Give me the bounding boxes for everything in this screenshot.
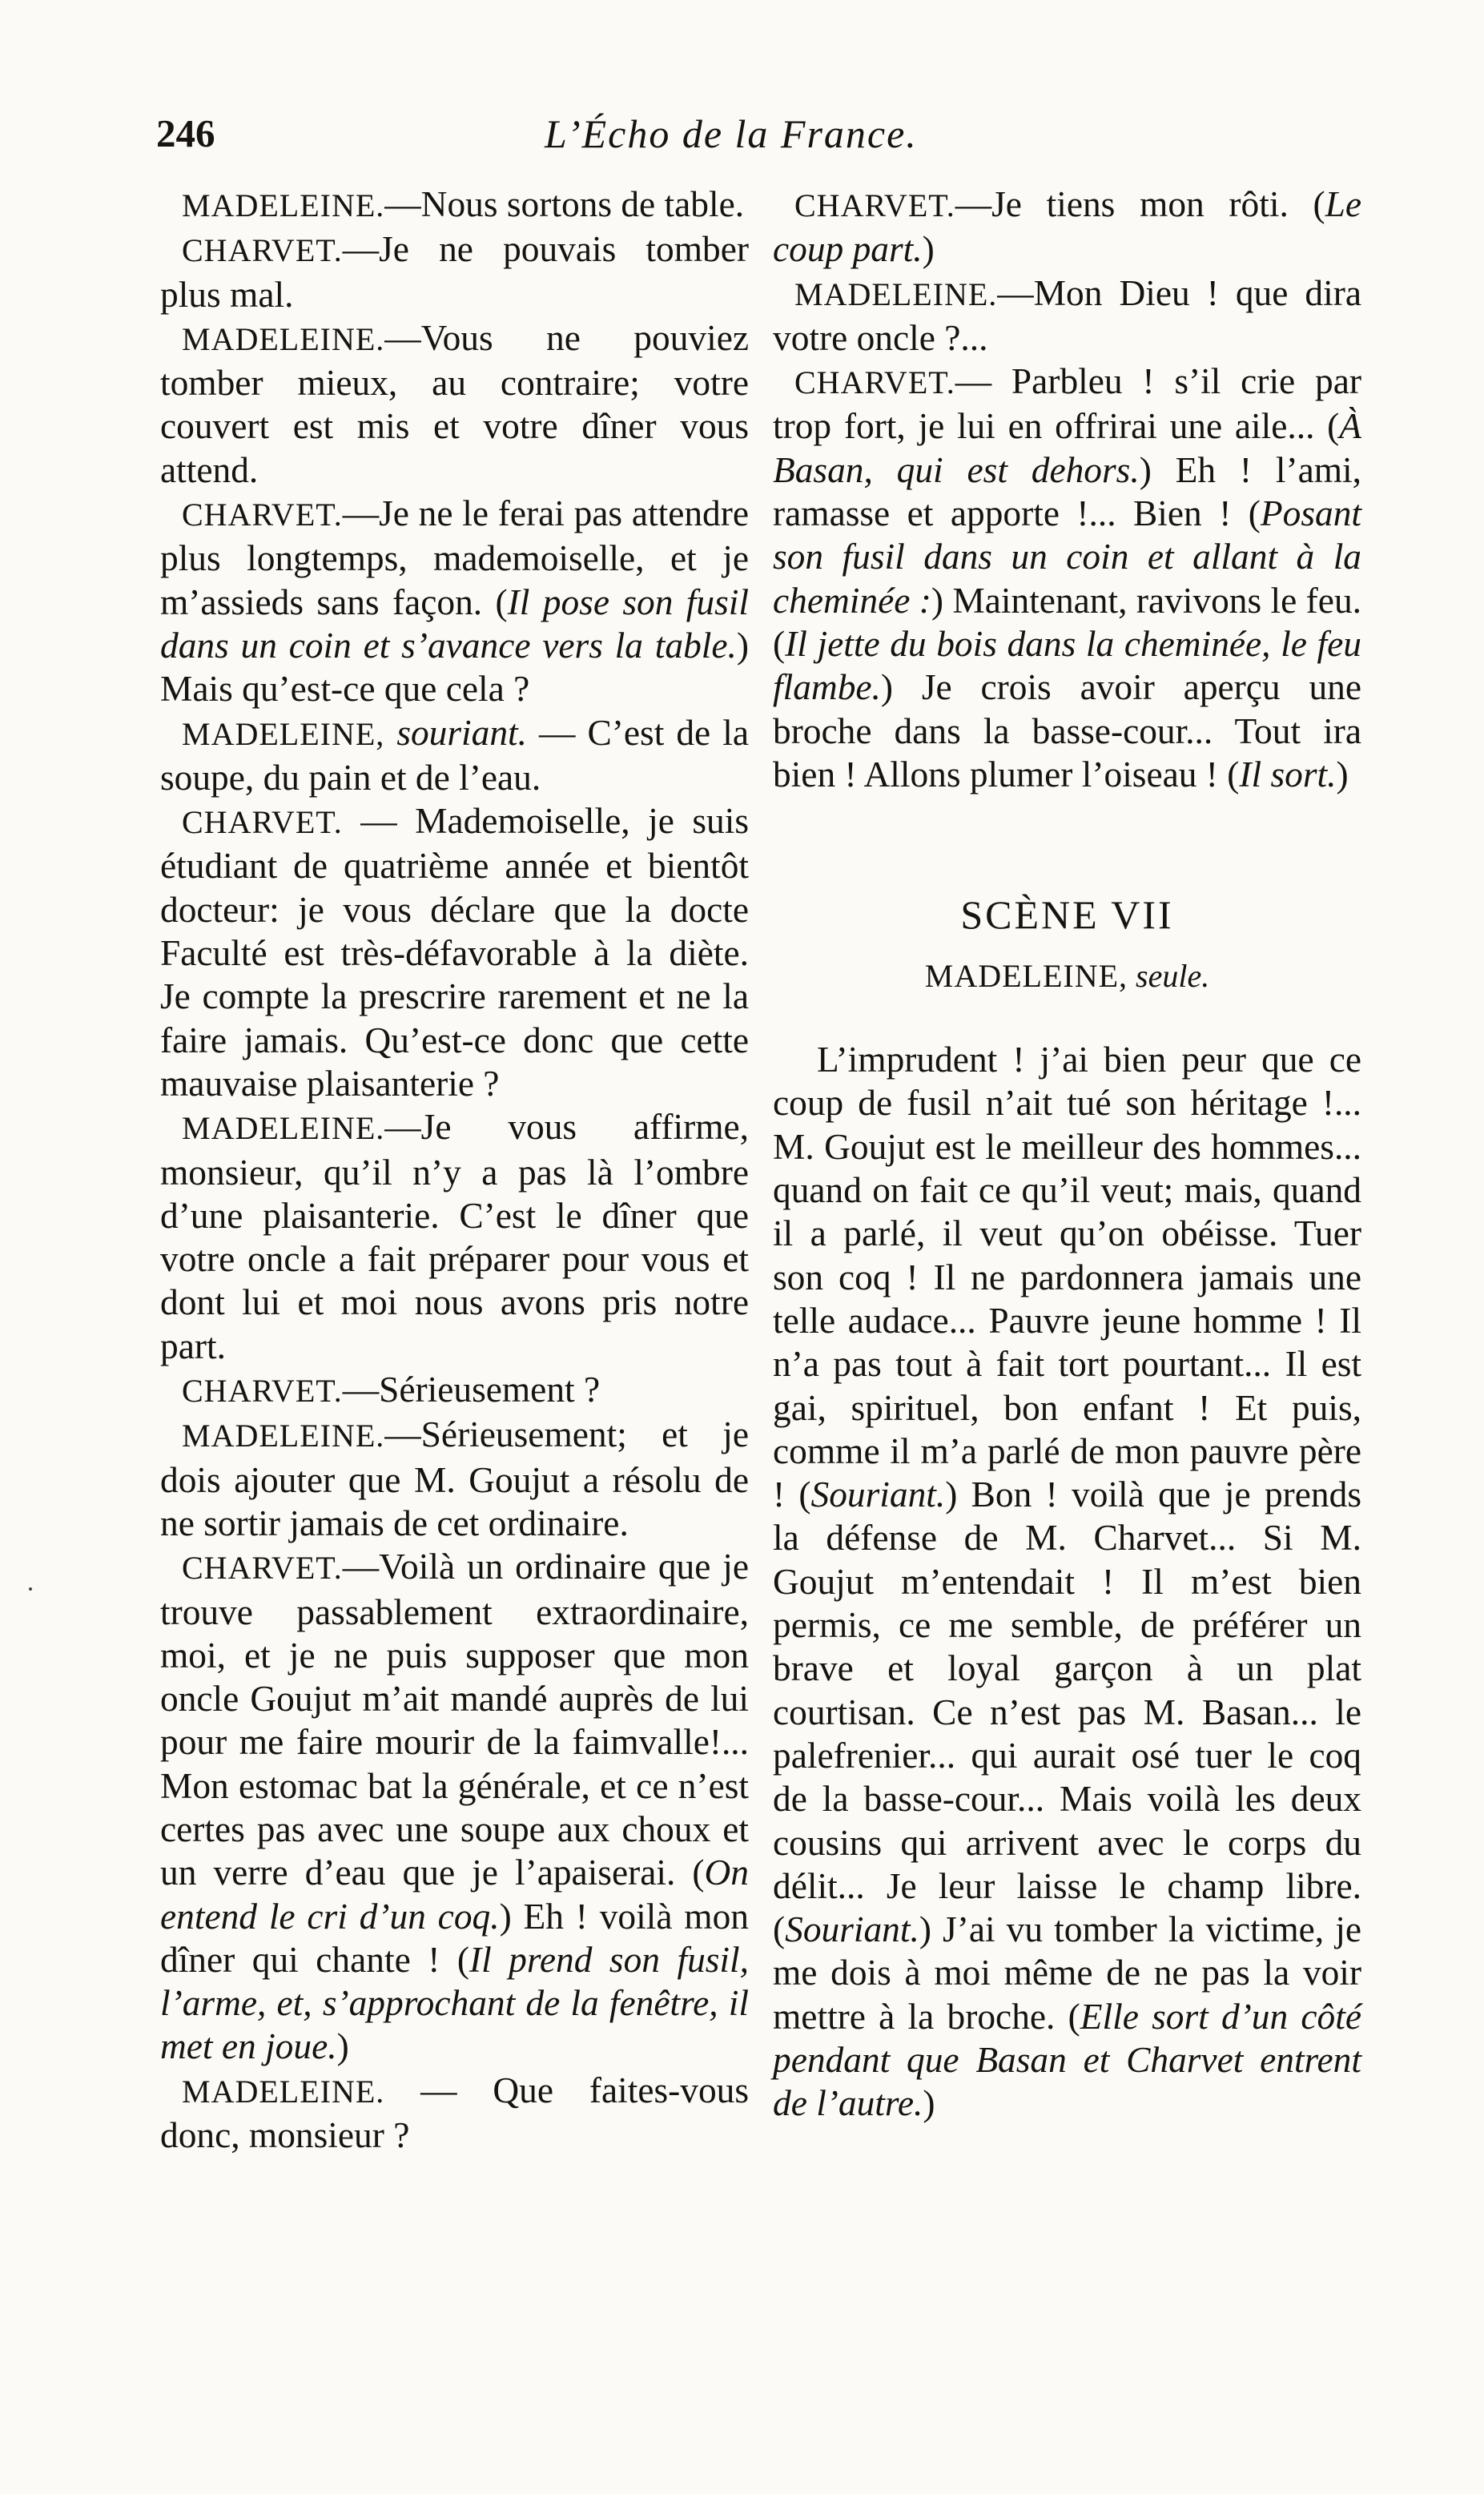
stage-direction: Il sort. xyxy=(1239,754,1337,794)
dialogue-line xyxy=(160,711,749,800)
dialogue-line xyxy=(160,183,749,227)
dialogue-text: ) xyxy=(336,2026,349,2067)
dialogue-text: — Que faites-vous donc, monsieur ? xyxy=(160,2070,749,2156)
dialogue-line xyxy=(160,227,749,316)
speaker-name: CHARVET. xyxy=(182,1373,343,1410)
dialogue-line xyxy=(773,272,1361,360)
dialogue-line xyxy=(160,1413,749,1545)
dialogue-line xyxy=(160,316,749,492)
scene-heading: SCÈNE VII xyxy=(960,892,1174,938)
stage-direction: Souriant. xyxy=(785,1909,919,1950)
page-number: 246 xyxy=(156,111,215,155)
dialogue-text: — C’est de la soupe, du pain et de l’eau. xyxy=(160,712,749,798)
monologue-paragraph xyxy=(773,1038,1361,2125)
stage-direction: Il pose son fusil dans un coin et s’avance vers la table. xyxy=(160,581,749,666)
dialogue-text: —Je ne pouvais tomber plus mal. xyxy=(160,229,749,315)
page-header xyxy=(144,111,1484,167)
speaker-name: MADELEINE. xyxy=(182,187,385,223)
stage-direction: Posant son fusil dans un coin et allant à la cheminée : xyxy=(773,493,1361,621)
dialogue-text: — Parbleu ! s’il crie par trop fort, je lui en offrirai une aile... ( xyxy=(773,361,1361,447)
monologue-text: ) Bon ! voilà que je prends la défense de M. Charvet... Si M. Goujut m’entendait ! Il m’est bien permis, ce me semble, de préférer un brave et loyal garçon à un plat courtisan. Ce n’est pas M. Basan... le palefrenier... qui aurait osé tuer le coq de la basse-cour... Mais voilà les deux cousins qui arrivent avec le corps du délit... Je leur laisse le champ libre. ( xyxy=(773,1474,1361,1950)
margin-mark xyxy=(29,1587,32,1591)
speaker-name: MADELEINE. xyxy=(182,1110,385,1147)
stage-direction: On entend le cri d’un coq. xyxy=(160,1852,749,1937)
dialogue-text: ) xyxy=(922,229,935,270)
dialogue-text: —Voilà un ordinaire que je trouve passablement extraordinaire, moi, et je ne puis supposer que mon oncle Goujut m’ait mandé auprès de lui pour me faire mourir de la faimvalle!... Mon estomac bat la générale, et ce n’est certes pas avec une soupe aux choux et un verre d’eau que je l’apaiserai. ( xyxy=(160,1547,749,1893)
speaker-name: MADELEINE. xyxy=(182,320,385,357)
dialogue-text: ) Maintenant, ravivons le feu. ( xyxy=(773,580,1361,664)
dialogue-text: ) xyxy=(1336,754,1349,794)
stage-direction: Elle sort d’un côté pendant que Basan et Charvet entrent de l’autre. xyxy=(773,1996,1361,2124)
dialogue-text: —Je tiens mon rôti. ( xyxy=(955,184,1325,224)
dialogue-text: ) Eh ! l’ami, ramasse et apporte !... Bien ! ( xyxy=(773,449,1361,534)
scene-cast xyxy=(773,956,1361,996)
dialogue-line xyxy=(160,492,749,710)
speaker-name: CHARVET. xyxy=(182,497,343,533)
monologue-text: ) J’ai vu tomber la victime, je me dois à moi même de ne pas la voir mettre à la broche. ( xyxy=(773,1909,1361,2037)
dialogue-text: —Nous sortons de table. xyxy=(384,184,745,224)
running-title: L’Écho de la France. xyxy=(545,111,918,156)
speaker-name: MADELEINE. xyxy=(794,276,998,312)
stage-direction: Souriant. xyxy=(810,1474,946,1515)
speaker-name: MADELEINE, xyxy=(924,958,1128,995)
dialogue-text: —Je ne le ferai pas attendre plus longtemps, mademoiselle, et je m’assieds sans façon. ( xyxy=(160,493,749,622)
dialogue-text: ) Je crois avoir aperçu une broche dans la basse-cour... Tout ira bien ! Allons plumer l’oiseau ! ( xyxy=(773,667,1361,794)
left-column xyxy=(160,183,749,2157)
stage-direction: seule. xyxy=(1128,958,1210,995)
speaker-name: MADELEINE, xyxy=(182,715,385,752)
right-column xyxy=(773,183,1361,2126)
dialogue-line xyxy=(160,2069,749,2158)
speaker-name: CHARVET. xyxy=(182,1550,343,1587)
dialogue-line xyxy=(773,183,1361,272)
dialogue-text: ) Eh ! voilà mon dîner qui chante ! ( xyxy=(160,1896,749,1980)
dialogue-text: —Mon Dieu ! que dira votre oncle ?... xyxy=(773,272,1361,358)
stage-direction: Le coup part. xyxy=(773,184,1361,270)
monologue-text: L’imprudent ! j’ai bien peur que ce coup de fusil n’ait tué son héritage !... M. Goujut est le meilleur des hommes... quand on fait ce qu’il veut; mais, quand il a parlé, il veut qu’on obéisse. Tuer son coq ! Il ne pardonnera jamais une telle audace... Pauvre jeune homme ! Il n’a pas tout à fait tort pourtant... Il est gai, spirituel, bon enfant ! Et puis, comme il m’a parlé de mon pauvre père ! ( xyxy=(773,1040,1361,1515)
speaker-name: CHARVET. xyxy=(794,187,955,223)
dialogue-line xyxy=(160,799,749,1105)
speaker-name: CHARVET. xyxy=(182,804,343,841)
dialogue-line xyxy=(160,1545,749,2069)
dialogue-text: —Vous ne pouviez tomber mieux, au contraire; votre couvert est mis et votre dîner vous attend. xyxy=(160,317,749,490)
speaker-name: MADELEINE. xyxy=(182,1418,385,1454)
stage-direction: souriant. xyxy=(384,712,528,753)
speaker-name: CHARVET. xyxy=(794,364,955,401)
dialogue-text: —Je vous affirme, monsieur, qu’il n’y a pas là l’ombre d’une plaisanterie. C’est le dîner que votre oncle a fait préparer pour vous et dont lui et moi nous avons pris notre part. xyxy=(160,1107,749,1366)
dialogue-line xyxy=(773,360,1361,796)
dialogue-text: —Sérieusement ? xyxy=(342,1370,601,1410)
stage-direction: Il prend son fusil, l’arme, et, s’approchant de la fenêtre, il met en joue. xyxy=(160,1939,749,2067)
monologue-text: ) xyxy=(923,2083,935,2124)
dialogue-text: — Mademoiselle, je suis étudiant de quatrième année et bientôt docteur: je vous déclare que la docte Faculté est très-défavorable à la diète. Je compte la prescrire rarement et ne la faire jamais. Qu’est-ce donc que cette mauvaise plaisanterie ? xyxy=(160,801,749,1104)
dialogue-line xyxy=(160,1105,749,1368)
speaker-name: MADELEINE. xyxy=(182,2073,385,2110)
dialogue-line xyxy=(160,1368,749,1413)
stage-direction: À Basan, qui est dehors. xyxy=(773,406,1361,490)
dialogue-text: —Sérieusement; et je dois ajouter que M. Goujut a résolu de ne sortir jamais de cet ordinaire. xyxy=(160,1414,749,1543)
dialogue-text: ) Mais qu’est-ce que cela ? xyxy=(160,625,749,710)
stage-direction: Il jette du bois dans la cheminée, le feu flambe. xyxy=(773,623,1361,708)
speaker-name: CHARVET. xyxy=(182,232,343,269)
